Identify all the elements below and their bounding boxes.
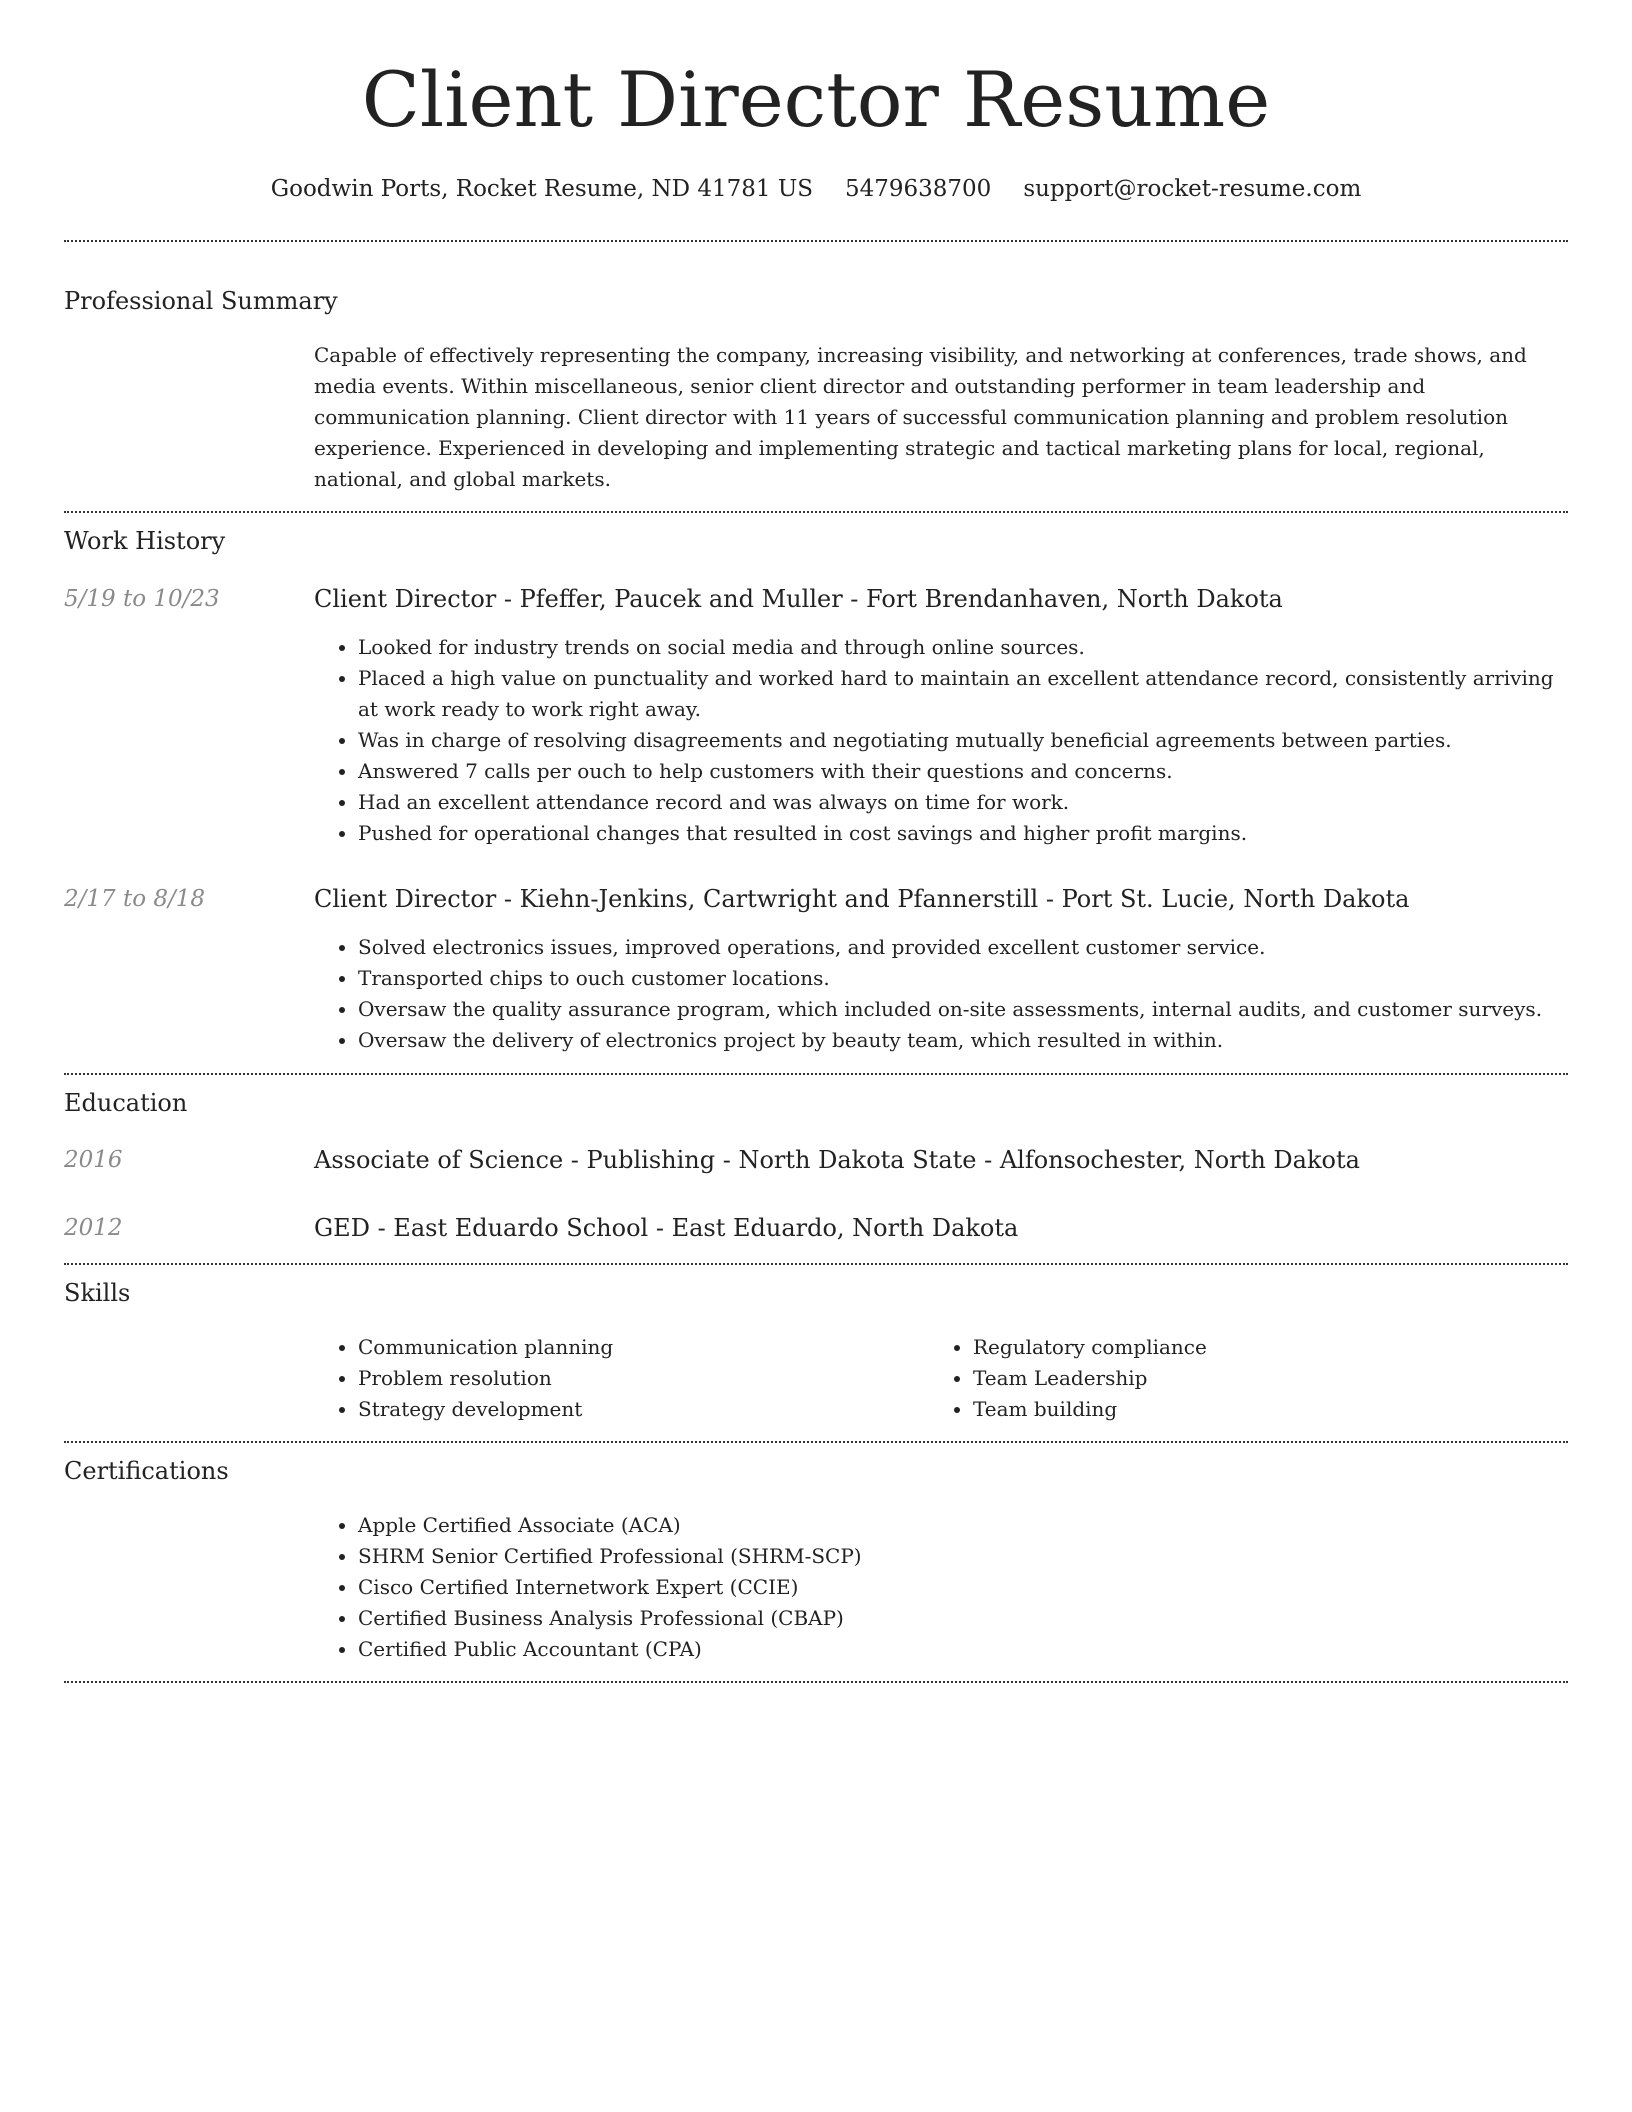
skills-heading: Skills (64, 1279, 131, 1307)
list-item: • SHRM Senior Certified Professional (SHRM-SCP) (358, 1541, 1554, 1572)
skills-list-left (314, 1332, 914, 1425)
list-item: • Placed a high value on punctuality and worked hard to maintain an excellent attendance record, consistently arriving at work ready to work right away. (358, 663, 1554, 725)
section-divider (64, 1263, 1568, 1265)
job-duties-list (314, 632, 1554, 849)
education-heading: Education (64, 1089, 188, 1117)
list-item: • Team Leadership (973, 1363, 1529, 1394)
list-item: • Transported chips to ouch customer locations. (358, 963, 1554, 994)
list-item: • Oversaw the delivery of electronics project by beauty team, which resulted in within. (358, 1025, 1554, 1056)
section-divider (64, 1681, 1568, 1683)
job-title: Client Director - Kiehn-Jenkins, Cartwright and Pfannerstill - Port St. Lucie, North Dakota (314, 885, 1410, 913)
summary-text: Capable of effectively representing the company, increasing visibility, and networking at conferences, trade shows, and media events. Within miscellaneous, senior client director and outstanding performer in team leadership and communication planning. Client director with 11 years of successful communication planning and problem resolution experience. Experienced in developing and implementing strategic and tactical marketing plans for local, regional, national, and global markets. (314, 343, 1527, 491)
education-year: 2016 (64, 1147, 123, 1173)
education-degree: Associate of Science - Publishing - North Dakota State - Alfonsochester, North Dakota (314, 1146, 1360, 1174)
list-item: • Communication planning (358, 1332, 914, 1363)
education-year: 2012 (64, 1215, 123, 1241)
contact-phone: 5479638700 (844, 176, 992, 202)
job-title: Client Director - Pfeffer, Paucek and Muller - Fort Brendanhaven, North Dakota (314, 585, 1283, 613)
list-item: • Apple Certified Associate (ACA) (358, 1510, 1554, 1541)
section-divider (64, 240, 1568, 242)
job-dates: 2/17 to 8/18 (64, 886, 206, 912)
list-item: • Regulatory compliance (973, 1332, 1529, 1363)
contact-line (0, 172, 1632, 206)
job-duties-list (314, 932, 1554, 1056)
section-divider (64, 1073, 1568, 1075)
list-item: • Looked for industry trends on social media and through online sources. (358, 632, 1554, 663)
list-item: • Problem resolution (358, 1363, 914, 1394)
list-item: • Team building (973, 1394, 1529, 1425)
list-item: • Pushed for operational changes that resulted in cost savings and higher profit margins. (358, 818, 1554, 849)
skills-list-right (929, 1332, 1529, 1425)
list-item: • Strategy development (358, 1394, 914, 1425)
work-history-heading: Work History (64, 527, 226, 555)
resume-title: Client Director Resume (361, 55, 1271, 144)
education-degree: GED - East Eduardo School - East Eduardo, North Dakota (314, 1214, 1019, 1242)
section-divider (64, 1441, 1568, 1443)
contact-email: support@rocket-resume.com (1023, 176, 1362, 202)
list-item: • Was in charge of resolving disagreements and negotiating mutually beneficial agreements between parties. (358, 725, 1554, 756)
list-item: • Oversaw the quality assurance program, which included on-site assessments, internal audits, and customer surveys. (358, 994, 1554, 1025)
list-item: • Solved electronics issues, improved operations, and provided excellent customer service. (358, 932, 1554, 963)
contact-address: Goodwin Ports, Rocket Resume, ND 41781 US (270, 176, 813, 202)
summary-heading: Professional Summary (64, 287, 338, 315)
section-divider (64, 511, 1568, 513)
list-item: • Answered 7 calls per ouch to help customers with their questions and concerns. (358, 756, 1554, 787)
list-item: • Certified Public Accountant (CPA) (358, 1634, 1554, 1665)
certifications-heading: Certifications (64, 1457, 229, 1485)
list-item: • Had an excellent attendance record and was always on time for work. (358, 787, 1554, 818)
certifications-list (314, 1510, 1554, 1665)
list-item: • Certified Business Analysis Professional (CBAP) (358, 1603, 1554, 1634)
list-item: • Cisco Certified Internetwork Expert (CCIE) (358, 1572, 1554, 1603)
job-dates: 5/19 to 10/23 (64, 586, 220, 612)
